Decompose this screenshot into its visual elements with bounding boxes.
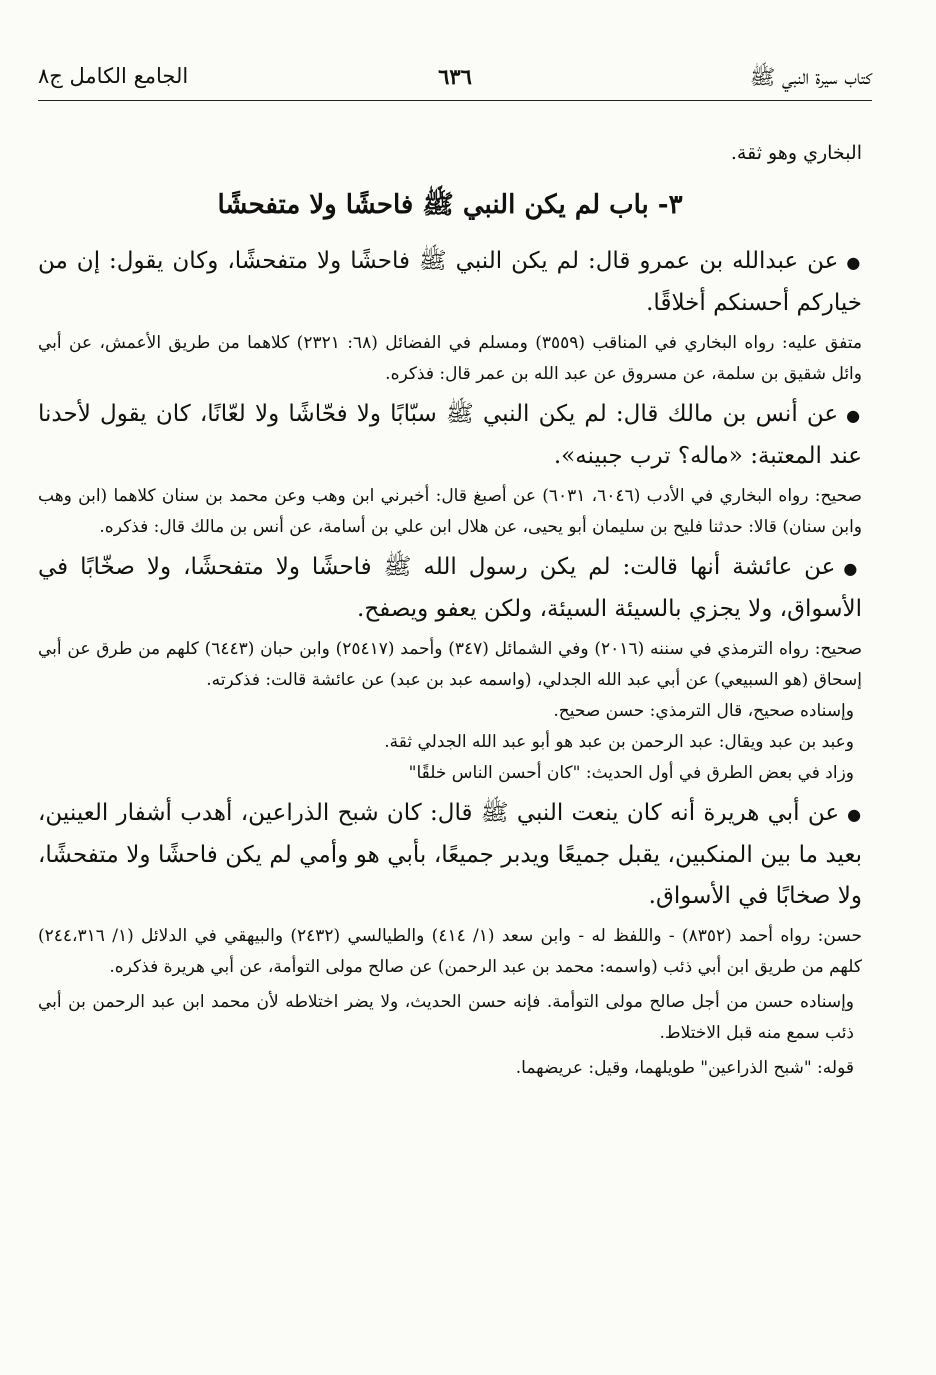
takhrij-1: متفق عليه: رواه البخاري في المناقب (٣٥٥٩) ومسلم في الفضائل (٦٨: ٢٣٢١) كلاهما من طريق الأعمش، عن أبي وائل شقيق بن سلمة، عن مسروق عن عبد الله بن عمر قال: فذكره.	[38, 333, 862, 384]
takhrij-3-note-a: وإسناده صحيح، قال الترمذي: حسن صحيح.	[553, 701, 854, 721]
volume-title: الجامع الكامل ج٨	[38, 64, 189, 88]
takhrij-4-note-a: وإسناده حسن من أجل صالح مولى التوأمة. فإنه حسن الحديث، ولا يضر اختلاطه لأن محمد ابن عبد الرحمن بن أبي ذئب سمع منه قبل الاختلاط.	[38, 992, 854, 1043]
page-body	[38, 138, 862, 1084]
takhrij-3-note-c: وزاد في بعض الطرق في أول الحديث: "كان أحسن الناس خلقًا"	[408, 763, 854, 783]
takhrij-4-note-b: قوله: "شبح الذراعين" طويلهما، وقيل: عريضهما.	[515, 1058, 854, 1078]
hadith-3-text: عن عائشة أنها قالت: لم يكن رسول الله ﷺ فاحشًا ولا متفحشًا، ولا صخّابًا في الأسواق، ولا يجزي بالسيئة السيئة، ولكن يعفو ويصفح.	[38, 554, 862, 622]
takhrij-3-note-b: وعبد بن عبد ويقال: عبد الرحمن بن عبد هو أبو عبد الله الجدلي ثقة.	[384, 732, 854, 752]
takhrij-2: صحيح: رواه البخاري في الأدب (٦٠٤٦، ٦٠٣١) عن أصبغ قال: أخبرني ابن وهب وعن محمد بن سنان كلاهما (ابن وهب وابن سنان) قالا: حدثنا فليح بن سليمان أبو يحيى، عن هلال ابن علي بن أسامة، عن أنس بن مالك قال: فذكره.	[38, 486, 862, 537]
chapter-title: ٣- باب لم يكن النبي ﷺ فاحشًا ولا متفحشًا	[217, 190, 683, 220]
hadith-1-text: عن عبدالله بن عمرو قال: لم يكن النبي ﷺ فاحشًا ولا متفحشًا، وكان يقول: إن من خياركم أحسنكم أخلاقًا.	[38, 248, 862, 316]
hadith-2-text: عن أنس بن مالك قال: لم يكن النبي ﷺ سبّابًا ولا فحّاشًا ولا لعّانًا، كان يقول لأحدنا عند المعتبة: «ماله؟ ترب جبينه».	[38, 401, 862, 469]
hadith-2	[38, 394, 862, 477]
book-title: كتاب سيرة النبي ﷺ	[749, 65, 872, 89]
intro-line: البخاري وهو ثقة.	[730, 142, 862, 164]
page-number: ٦٣٦	[438, 64, 472, 89]
bullet-icon: ●	[843, 559, 862, 578]
hadith-1	[38, 241, 862, 324]
takhrij-3: صحيح: رواه الترمذي في سننه (٢٠١٦) وفي الشمائل (٣٤٧) وأحمد (٢٥٤١٧) وابن حبان (٦٤٤٣) كلهم من طرق عن أبي إسحاق (هو السبيعي) عن أبي عبد الله الجدلي، (واسمه عبد بن عبد) عن عائشة قالت: فذكرته.	[38, 639, 862, 690]
hadith-4	[38, 793, 862, 917]
bullet-icon: ●	[846, 406, 862, 425]
bullet-icon: ●	[846, 253, 862, 272]
hadith-4-text: عن أبي هريرة أنه كان ينعت النبي ﷺ قال: كان شبح الذراعين، أهدب أشفار العينين، بعيد ما بين المنكبين، يقبل جميعًا ويدبر جميعًا، بأبي هو وأمي لم يكن فاحشًا ولا متفحشًا، ولا صخابًا في الأسواق.	[38, 800, 862, 909]
takhrij-4: حسن: رواه أحمد (٨٣٥٢) - واللفظ له - وابن سعد (١/ ٤١٤) والطيالسي (٢٤٣٢) والبيهقي في الدلائل (١/ ٢٤٤،٣١٦) كلهم من طريق ابن أبي ذئب (واسمه: محمد بن عبد الرحمن) عن صالح مولى التوأمة، عن أبي هريرة فذكره.	[38, 926, 863, 977]
bullet-icon: ●	[847, 805, 862, 824]
hadith-3	[38, 547, 862, 630]
page-header	[38, 60, 872, 101]
